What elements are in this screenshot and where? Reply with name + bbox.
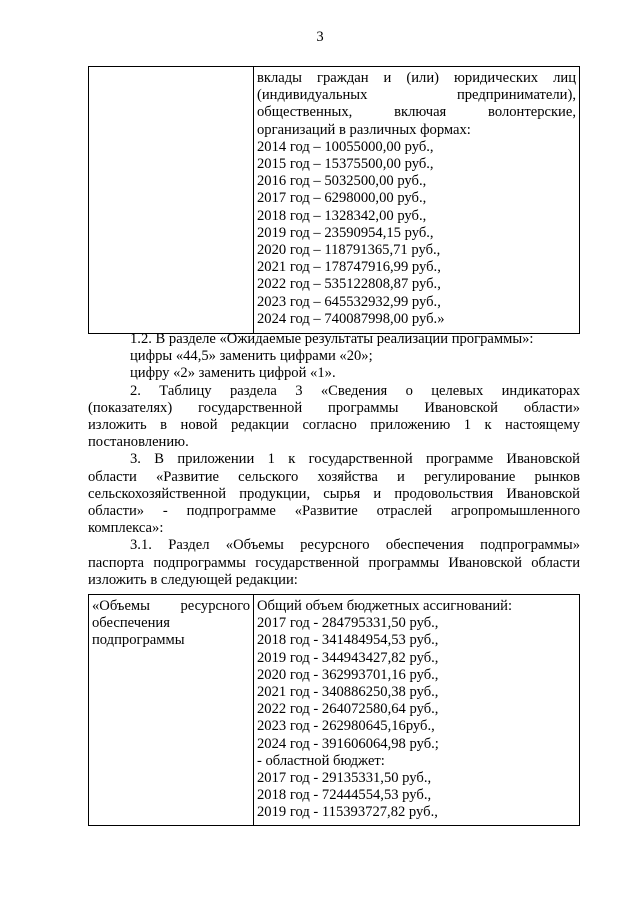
- paragraph-line: изложить в новой редакции согласно приложению 1 к настоящему: [88, 417, 580, 434]
- body-text: [88, 331, 580, 589]
- table1-line: вклады граждан и (или) юридических лиц: [257, 70, 576, 86]
- table1-right-cell: [254, 67, 580, 334]
- table1-line: 2024 год – 740087998,00 руб.»: [257, 310, 445, 327]
- paragraph-replace-1: цифры «44,5» заменить цифрами «20»;: [130, 348, 373, 365]
- table1-left-cell: [89, 67, 254, 334]
- table1-line: 2023 год – 645532932,99 руб.,: [257, 293, 441, 310]
- funding-table-continued: [88, 66, 580, 334]
- page-number: 3: [316, 29, 324, 45]
- paragraph-line: 3.1. Раздел «Объемы ресурсного обеспечения подпрограммы»: [130, 537, 580, 554]
- paragraph-line: постановлению.: [88, 434, 189, 451]
- table2-right-cell: [254, 595, 580, 826]
- table2-left-line: «Объемы ресурсного: [92, 598, 250, 614]
- paragraph-line: изложить в следующей редакции:: [88, 571, 298, 588]
- table1-line: 2022 год – 535122808,87 руб.,: [257, 276, 441, 293]
- paragraph-line: области «Развитие сельского хозяйства и регулирование рынков: [88, 468, 580, 485]
- paragraph-1-2: 1.2. В разделе «Ожидаемые результаты реализации программы»:: [130, 331, 534, 347]
- paragraph-line: сельскохозяйственной продукции, сырья и продовольствия Ивановской: [88, 485, 580, 502]
- table2-line: 2017 год - 29135331,50 руб.,: [257, 770, 432, 787]
- table1-line: 2017 год – 6298000,00 руб.,: [257, 190, 427, 207]
- paragraph-line: (показателях) государственной программы Ивановской области»: [88, 399, 580, 416]
- paragraph-3-1: [88, 537, 580, 589]
- table1-line: 2019 год – 23590954,15 руб.,: [257, 224, 434, 241]
- paragraph-replace-2: цифру «2» заменить цифрой «1».: [130, 365, 336, 382]
- table2-line: 2023 год - 262980645,16руб.,: [257, 718, 435, 735]
- table2-line: 2019 год - 344943427,82 руб.,: [257, 649, 439, 666]
- table2-line: 2020 год - 362993701,16 руб.,: [257, 666, 439, 683]
- paragraph-line: области» - подпрограмме «Развитие отраслей агропромышленного: [88, 503, 580, 520]
- table1-line: (индивидуальных предприниматели),: [257, 87, 576, 104]
- table2-left-line: обеспечения: [92, 615, 170, 632]
- table2-left-line: подпрограммы: [92, 632, 185, 649]
- table1-line: общественных, включая волонтерские,: [257, 104, 576, 121]
- table2-line: Общий объем бюджетных ассигнований:: [257, 598, 513, 614]
- table2-line: 2022 год - 264072580,64 руб.,: [257, 701, 439, 718]
- table1-line: 2014 год – 10055000,00 руб.,: [257, 138, 434, 155]
- paragraph-line: 2. Таблицу раздела 3 «Сведения о целевых индикаторах: [130, 382, 580, 399]
- table1-line: 2020 год – 118791365,71 руб.,: [257, 242, 441, 259]
- paragraph-line: паспорта подпрограммы государственной программы Ивановской области: [88, 554, 580, 571]
- table1-line: 2018 год – 1328342,00 руб.,: [257, 207, 427, 224]
- subprogram-funding-table: [88, 594, 580, 826]
- paragraph-line: 3. В приложении 1 к государственной программе Ивановской: [130, 451, 580, 468]
- table2-line: 2019 год - 115393727,82 руб.,: [257, 804, 438, 821]
- paragraph-line: комплекса»:: [88, 520, 164, 537]
- table2-line: 2017 год - 284795331,50 руб.,: [257, 615, 439, 632]
- paragraph-3: [88, 451, 580, 537]
- table2-line: 2021 год - 340886250,38 руб.,: [257, 684, 439, 701]
- table2-line: 2024 год - 391606064,98 руб.;: [257, 735, 439, 752]
- table1-line: 2016 год – 5032500,00 руб.,: [257, 173, 427, 190]
- table1-line: 2021 год – 178747916,99 руб.,: [257, 259, 441, 276]
- table2-line: - областной бюджет:: [257, 752, 385, 769]
- table1-line: 2015 год – 15375500,00 руб.,: [257, 156, 434, 173]
- table1-line: организаций в различных формах:: [257, 121, 471, 138]
- table2-line: 2018 год - 72444554,53 руб.,: [257, 787, 432, 804]
- paragraph-2: [88, 383, 580, 452]
- table2-line: 2018 год - 341484954,53 руб.,: [257, 632, 439, 649]
- table2-left-cell: [89, 595, 254, 826]
